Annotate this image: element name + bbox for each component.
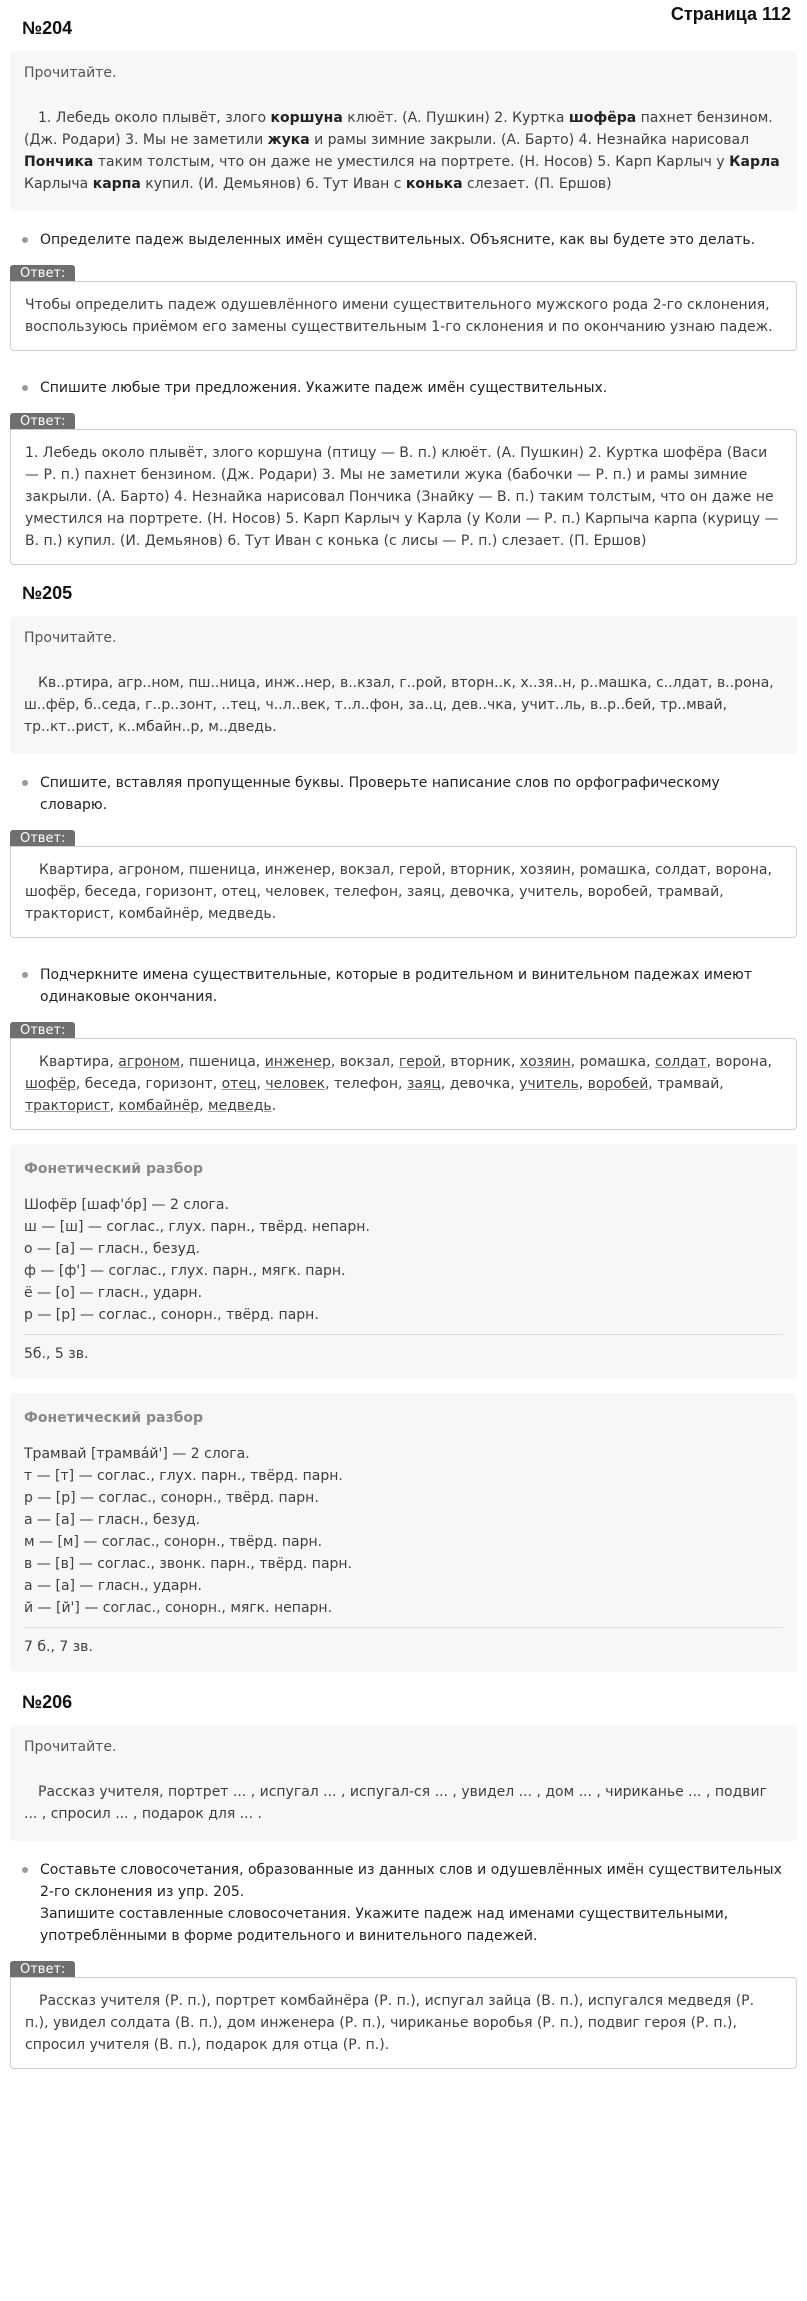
underlined-word: отец: [221, 1076, 257, 1092]
exercise-206-task-1: [10, 1859, 797, 1947]
phonetic-line: ф — [ф'] — соглас., глух. парн., мягк. парн.: [24, 1263, 346, 1279]
task-text: [40, 1859, 785, 1947]
phonetic-line: Шофёр [шаф'о́р] — 2 слога.: [24, 1197, 229, 1213]
exercise-206-answer-1: [10, 1961, 797, 2069]
exercise-204-task-2: [10, 377, 797, 399]
phonetic-line: м — [м] — соглас., сонорн., твёрд. парн.: [24, 1534, 323, 1550]
phonetic-title: Фонетический разбор: [24, 1410, 204, 1426]
phonetic-analysis-tramvay: [10, 1393, 797, 1672]
task-text: Определите падеж выделенных имён существительных. Объясните, как вы будете это делать.: [40, 232, 756, 248]
exercise-205-number: №205: [22, 583, 73, 603]
exercise-205-answer-2: [10, 1022, 797, 1130]
exercise-204-text: 1. Лебедь около плывёт, злого коршуна клюёт. (А. Пушкин) 2. Куртка шофёра пахнет бензином. (Дж. Родари) 3. Мы не заметили жука и рамы зимние закрыли. (А. Барто) 4. Незнайка нарисовал Пончика таким толстым, что он даже не уместился на портрете. (Н. Носов) 5. Карп Карлыч у Карла Карлыча карпа купил. (И. Демьянов) 6. Тут Иван с конька слезает. (П. Ершов): [24, 110, 780, 192]
phonetic-line: р — [р] — соглас., сонорн., твёрд. парн.: [24, 1490, 319, 1506]
phonetic-summary: 7 б., 7 зв.: [24, 1627, 783, 1658]
exercise-204-task-1: [10, 229, 797, 251]
exercise-205-intro: Прочитайте.: [24, 630, 117, 646]
phonetic-line: т — [т] — соглас., глух. парн., твёрд. парн.: [24, 1468, 343, 1484]
highlighted-word: конька: [405, 176, 463, 192]
phonetic-title: Фонетический разбор: [24, 1161, 204, 1177]
phonetic-line: а — [а] — гласн., безуд.: [24, 1512, 201, 1528]
exercise-204-number: №204: [22, 18, 73, 38]
bullet-icon: [22, 237, 28, 243]
bullet-icon: [22, 780, 28, 786]
answer-label: Ответ:: [10, 830, 75, 846]
phonetic-line: о — [а] — гласн., безуд.: [24, 1241, 201, 1257]
underlined-word: агроном: [118, 1054, 180, 1070]
exercise-205-text: Кв..ртира, агр..ном, пш..ница, инж..нер, в..кзал, г..рой, вторн..к, х..зя..н, р..машка, с..лдат, в..рона, ш..фёр, б..седа, г..р..зонт, ..тец, ч..л..век, т..л..фон, за..ц, дев..чка, учит..ль, в..р..бей, тр..мвай, тр..кт..рист, к..мбайн..р, м..дведь.: [24, 675, 774, 735]
exercise-206-text: Рассказ учителя, портрет ... , испугал ... , испугал-ся ... , увидел ... , дом ... , чириканье ... , подвиг ... , спросил ... , подарок для ... .: [24, 1784, 767, 1822]
exercise-206-text-card: [10, 1725, 797, 1841]
answer-box: Квартира, агроном, пшеница, инженер, вокзал, герой, вторник, хозяин, ромашка, солдат, ворона, шофёр, беседа, горизонт, отец, человек, телефон, заяц, девочка, учитель, воробей, трамвай, тракторист, комбайнёр, медведь.: [10, 1038, 797, 1130]
underlined-word: комбайнёр: [118, 1098, 200, 1114]
exercise-205-answer-1: [10, 830, 797, 938]
underlined-word: инженер: [264, 1054, 331, 1070]
underlined-word: человек: [265, 1076, 326, 1092]
highlighted-word: Карла: [729, 154, 780, 170]
phonetic-lines: [24, 1194, 783, 1326]
task-line-2: Запишите составленные словосочетания. Укажите падеж над именами существительными, употреблёнными в форме родительного и винительного падежей.: [40, 1906, 729, 1944]
underlined-word: воробей: [587, 1076, 649, 1092]
phonetic-line: й — [й'] — соглас., сонорн., мягк. непарн.: [24, 1600, 333, 1616]
exercise-204-text-card: [10, 51, 797, 211]
answer-label: Ответ:: [10, 1961, 75, 1977]
bullet-icon: [22, 972, 28, 978]
underlined-word: герой: [398, 1054, 442, 1070]
phonetic-line: в — [в] — соглас., звонк. парн., твёрд. парн.: [24, 1556, 353, 1572]
underlined-word: учитель: [519, 1076, 579, 1092]
highlighted-word: карпа: [92, 176, 141, 192]
highlighted-word: шофёра: [568, 110, 637, 126]
underlined-word: шофёр: [25, 1076, 76, 1092]
phonetic-line: р — [р] — соглас., сонорн., твёрд. парн.: [24, 1307, 319, 1323]
highlighted-word: коршуна: [270, 110, 343, 126]
answer-label: Ответ:: [10, 265, 75, 281]
exercise-206-intro: Прочитайте.: [24, 1739, 117, 1755]
phonetic-line: а — [а] — гласн., ударн.: [24, 1578, 203, 1594]
exercise-204-answer-1: [10, 265, 797, 351]
bullet-icon: [22, 1867, 28, 1873]
underlined-word: хозяин: [519, 1054, 571, 1070]
highlighted-word: Пончика: [24, 154, 94, 170]
underlined-word: солдат: [655, 1054, 707, 1070]
task-line-1: Составьте словосочетания, образованные из данных слов и одушевлённых имён существительных 2-го склонения из упр. 205.: [40, 1862, 782, 1900]
phonetic-line: ш — [ш] — соглас., глух. парн., твёрд. непарн.: [24, 1219, 370, 1235]
page-number: Страница 112: [670, 4, 791, 24]
phonetic-line: Трамвай [трамва́й'] — 2 слога.: [24, 1446, 250, 1462]
phonetic-summary: 5б., 5 зв.: [24, 1334, 783, 1365]
phonetic-lines: [24, 1443, 783, 1619]
answer-box: Квартира, агроном, пшеница, инженер, вокзал, герой, вторник, хозяин, ромашка, солдат, ворона, шофёр, беседа, горизонт, отец, человек, телефон, заяц, девочка, учитель, воробей, трамвай, тракторист, комбайнёр, медведь.: [10, 846, 797, 938]
task-text: Подчеркните имена существительные, которые в родительном и винительном падежах имеют одинаковые окончания.: [40, 967, 752, 1005]
answer-label: Ответ:: [10, 413, 75, 429]
task-text: Спишите любые три предложения. Укажите падеж имён существительных.: [40, 380, 608, 396]
phonetic-line: ё — [о] — гласн., ударн.: [24, 1285, 203, 1301]
highlighted-word: жука: [267, 132, 310, 148]
bullet-icon: [22, 385, 28, 391]
underlined-word: медведь: [208, 1098, 272, 1114]
exercise-205-text-card: [10, 616, 797, 754]
answer-box: Рассказ учителя (Р. п.), портрет комбайнёра (Р. п.), испугал зайца (В. п.), испугался медведя (Р. п.), увидел солдата (В. п.), дом инженера (Р. п.), чириканье воробья (Р. п.), подвиг героя (Р. п.), спросил учителя (В. п.), подарок для отца (Р. п.).: [10, 1977, 797, 2069]
answer-box: 1. Лебедь около плывёт, злого коршуна (птицу — В. п.) клюёт. (А. Пушкин) 2. Куртка шофёра (Васи — Р. п.) пахнет бензином. (Дж. Родари) 3. Мы не заметили жука (бабочки — Р. п.) и рамы зимние закрыли. (А. Барто) 4. Незнайка нарисовал Пончика (Знайку — В. п.) таким толстым, что он даже не уместился на портрете. (Н. Носов) 5. Карп Карлыч у Карла (у Коли — Р. п.) Карпыча карпа (курицу — В. п.) купил. (И. Демьянов) 6. Тут Иван с конька (с лисы — Р. п.) слезает. (П. Ершов): [10, 429, 797, 565]
underlined-word: тракторист: [25, 1098, 110, 1114]
phonetic-analysis-shofyor: [10, 1144, 797, 1379]
exercise-206-number: №206: [22, 1692, 73, 1712]
exercise-205-task-2: [10, 964, 797, 1008]
exercise-204-intro: Прочитайте.: [24, 65, 117, 81]
exercise-205-task-1: [10, 772, 797, 816]
exercise-204-answer-2: [10, 413, 797, 565]
task-text: Спишите, вставляя пропущенные буквы. Проверьте написание слов по орфографическому словарю.: [40, 775, 720, 813]
answer-label: Ответ:: [10, 1022, 75, 1038]
answer-box: Чтобы определить падеж одушевлённого имени существительного мужского рода 2-го склонения, воспользуюсь приёмом его замены существительным 1-го склонения и по окончанию узнаю падеж.: [10, 281, 797, 351]
underlined-word: заяц: [406, 1076, 441, 1092]
